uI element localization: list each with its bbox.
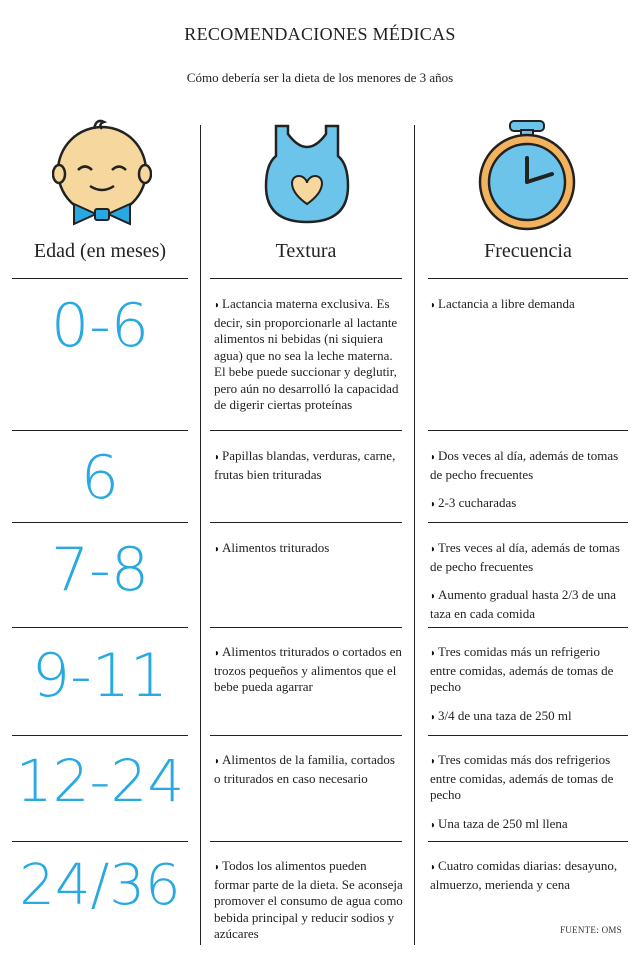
- frequency-cell: [430, 448, 628, 526]
- list-item: ◗ Lactancia a libre demanda: [430, 296, 628, 315]
- age-label: 0-6: [51, 291, 149, 361]
- list-item: ◗ Lactancia materna exclusiva. Es decir, sin proporcionarle al lactante alimentos ni bebidas (ni siquiera agua) que no sea la leche materna. El bebe puede succionar y deglutir, pero aún no desarrolló la capacidad de digerir ciertas proteínas: [214, 296, 404, 414]
- column-header-texture: Textura: [275, 240, 337, 262]
- list-item: ◗ 3/4 de una taza de 250 ml: [430, 708, 628, 727]
- list-item: ◗ Tres comidas más un refrigerio entre comidas, además de tomas de pecho: [430, 644, 628, 696]
- texture-cell: [214, 540, 404, 571]
- age-label: 12-24: [15, 747, 185, 815]
- age-label: 6: [80, 443, 120, 513]
- list-item: ◗ Dos veces al día, además de tomas de pecho frecuentes: [430, 448, 628, 483]
- column-divider-left: [200, 125, 201, 945]
- age-label: 24/36: [19, 853, 181, 918]
- list-item: ◗ Todos los alimentos pueden formar parte de la dieta. Se aconseja promover el consumo de agua como bebida principal y reducir sodios y azúcares: [214, 858, 404, 943]
- frequency-cell: [430, 644, 628, 738]
- texture-cell: [214, 858, 404, 955]
- age-label: 9-11: [31, 641, 169, 711]
- texture-cell: [214, 752, 404, 799]
- baby-face-icon: [52, 116, 152, 228]
- column-header-age: Edad (en meses): [33, 240, 167, 262]
- column-header-frequency: Frecuencia: [484, 240, 572, 262]
- frequency-cell: [430, 858, 628, 905]
- list-item: ◗ Aumento gradual hasta 2/3 de una taza en cada comida: [430, 587, 628, 622]
- column-divider-right: [414, 125, 415, 945]
- page-subtitle: Cómo debería ser la dieta de los menores de 3 años: [186, 70, 454, 85]
- texture-cell: [214, 296, 404, 426]
- texture-cell: [214, 644, 404, 708]
- frequency-cell: [430, 540, 628, 634]
- source-note: FUENTE: OMS: [559, 925, 622, 935]
- list-item: ◗ 2-3 cucharadas: [430, 495, 628, 514]
- page-title: RECOMENDACIONES MÉDICAS: [184, 24, 456, 44]
- list-item: ◗ Alimentos triturados o cortados en trozos pequeños y alimentos que el bebe pueda agarrar: [214, 644, 404, 696]
- frequency-cell: [430, 752, 628, 846]
- bib-heart-icon: [262, 120, 352, 230]
- list-item: ◗ Una taza de 250 ml llena: [430, 816, 628, 835]
- list-item: ◗ Tres veces al día, además de tomas de pecho frecuentes: [430, 540, 628, 575]
- list-item: ◗ Cuatro comidas diarias: desayuno, almuerzo, merienda y cena: [430, 858, 628, 893]
- age-label: 7-8: [51, 535, 149, 605]
- list-item: ◗ Alimentos triturados: [214, 540, 404, 559]
- stopwatch-icon: [472, 118, 582, 232]
- list-item: ◗ Papillas blandas, verduras, carne, frutas bien trituradas: [214, 448, 404, 483]
- list-item: ◗ Alimentos de la familia, cortados o triturados en caso necesario: [214, 752, 404, 787]
- frequency-cell: [430, 296, 628, 327]
- list-item: ◗ Tres comidas más dos refrigerios entre comidas, además de tomas de pecho: [430, 752, 628, 804]
- texture-cell: [214, 448, 404, 495]
